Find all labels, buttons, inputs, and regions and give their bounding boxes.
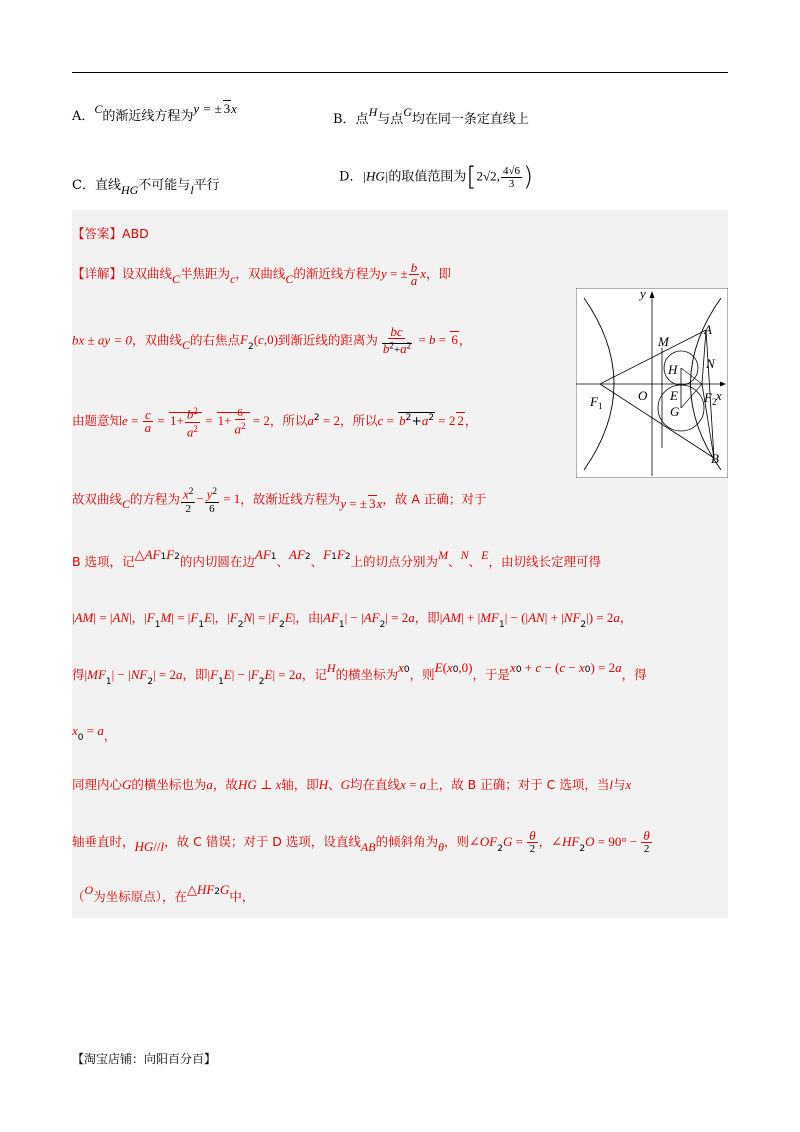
label-h: H: [668, 362, 678, 377]
detail-line-2: bx ± ay = 0，双曲线C的右焦点$F_2(c,0)$到渐近线的距离为 $\frac{bc}{b^2+a^2}$ = b = 6，: [72, 324, 472, 356]
footer-shop-name: 【淘宝店铺：向阳百分百】: [72, 1052, 217, 1066]
detail-line-10: 轴垂直时，HG//l，故 C 错误；对于 D 选项，设直线AB的倾斜角为θ，则$\angle OF_2G$ = $\frac{\theta}{2}$ ，$\angle HF_2O = 90^\circ$ − $\frac{\theta}{2}$: [72, 828, 650, 855]
detail-line-11: （O为坐标原点），在△HF2G中，: [72, 882, 255, 904]
hyperbola-figure: [576, 288, 728, 478]
detail-line-1: 【详解】设双曲线C半焦距为c，双曲线C的渐近线方程为y = ± $\frac{b}{a}$ x，即: [72, 260, 451, 288]
detail-line-9: 同理内心G的横坐标也为a，故HG ⊥ x轴，即H、G均在直线x = a上，故 B 正确；对于 C 选项，当l与x: [72, 777, 632, 792]
label-a: A: [704, 322, 712, 337]
header-rule: [72, 72, 728, 73]
option-c: C．直线HG不可能与l平行: [72, 178, 220, 197]
label-e: E: [670, 388, 678, 403]
option-a: A．C的渐近线方程为y = ± 3x: [72, 101, 237, 124]
detail-line-5: B 选项，记△AF1F2的内切圆在边AF1、AF2、F1F2上的切点分别为M、N、E，由切线长定理可得: [72, 547, 601, 569]
label-g: G: [670, 404, 680, 419]
label-f2: $F_2$: [704, 390, 717, 407]
detail-line-7: 得$|MF_1| - |NF_2| = 2a$，即$|F_1E| - |F_2E| = 2a$，记H的横坐标为x0，则E(x0,0)，于是x0 + c − (c − x0) = 2a，得: [72, 660, 647, 687]
detail-line-8: $x_0 = a$，: [72, 723, 116, 743]
label-y: y: [640, 288, 646, 301]
option-d: D．|HG|的取值范围为[2√2, $\frac{4√6}{3}$ ): [339, 162, 534, 192]
label-n: N: [706, 356, 715, 371]
label-x: x: [716, 388, 722, 403]
detail-line-6: |AM| = |AN|，$|F_1M| = |F_1E|$，$|F_2N| = |F_2E|$，由$|AF_1| - |AF_2| = 2a$，即$|AM| + |MF_1| - (|AN| + |NF_2|) = 2a$，: [72, 610, 633, 630]
label-f1: $F_1$: [590, 394, 603, 411]
option-b: B．点H与点G均在同一条定直线上: [333, 105, 529, 127]
label-o: O: [638, 388, 648, 403]
label-m: M: [658, 334, 669, 349]
label-b: B: [711, 451, 719, 466]
detail-line-4: 故双曲线C的方程为 $\frac{x^2}{2}$ − $\frac{y^2}{6}$ = 1，故渐近线方程为y = ± 3x，故 A 正确；对于: [72, 486, 487, 515]
detail-line-3: 由题意知e = $\frac{c}{a}$ = 1+ $\frac{b^2}{a^2}$ = 1+ $\frac{6}{a^2}$ = 2，所以$a^2 = 2$，所以$c = b^2+a^2 = 2$ 2，: [72, 406, 478, 440]
answer-line: 【答案】ABD: [72, 226, 149, 241]
